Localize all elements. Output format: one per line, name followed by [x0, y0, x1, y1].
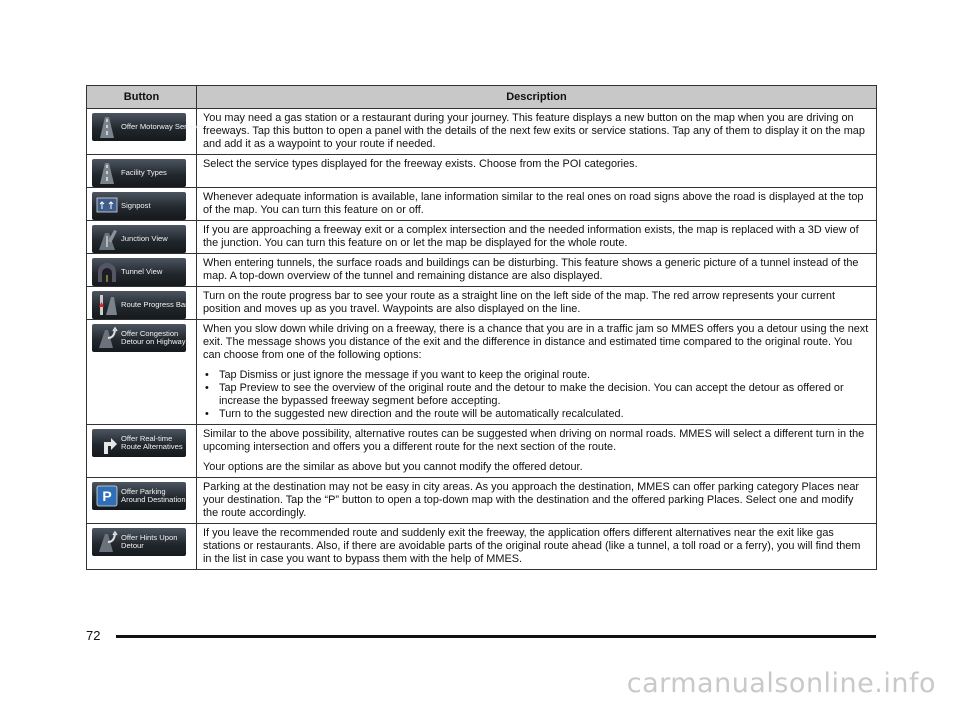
description-text: When you slow down while driving on a freeway, there is a chance that you are in a traffic jam so MMES offers you a detour using the next exit. The message shows you distance of the exit and the difference in distance and estimated time compared to the original route. You can choose from one of the following options:: [203, 323, 869, 361]
description-text: Your options are the similar as above but you cannot modify the offered detour.: [203, 461, 583, 473]
button-image: [92, 429, 186, 457]
table-row: [87, 188, 877, 221]
page-number: 72: [86, 628, 101, 643]
list-item: • Tap Preview to see the overview of the original route and the detour to make the decision. You can accept the detour as offered or increase the bypassed freeway segment before accepting.: [203, 382, 870, 408]
signpost-icon: [96, 194, 118, 218]
description-text: If you are approaching a freeway exit or a complex intersection and the needed information exists, the map is replaced with a 3D view of the junction. You can turn this feature on or let the map be displayed for the whole route.: [203, 224, 859, 249]
button-cell: [87, 254, 197, 287]
button-cell: [87, 425, 197, 478]
watermark: carmanualsonline.info: [626, 668, 936, 699]
button-image: [92, 482, 186, 510]
button-image: [92, 528, 186, 556]
button-cell: [87, 109, 204, 155]
description-cell: [197, 425, 877, 478]
button-image: [92, 192, 186, 220]
button-cell: [87, 287, 197, 320]
button-image: [92, 159, 186, 187]
button-image: [92, 225, 186, 253]
button-label: Offer Motorway Services: [121, 121, 204, 131]
button-cell: [87, 524, 197, 570]
button-label: Facility Types: [121, 167, 167, 177]
table-row: [87, 425, 877, 478]
footer-rule: [116, 635, 876, 638]
header-button: Button: [87, 86, 197, 109]
table-row: [87, 320, 877, 425]
road-icon: [96, 161, 118, 185]
table-body: [87, 109, 877, 570]
button-cell: [87, 221, 197, 254]
table-header-row: [87, 86, 877, 109]
description-cell: [197, 221, 877, 254]
description-text: If you leave the recommended route and suddenly exit the freeway, the application offers different alternatives near the exit like gas stations or restaurants. Also, if there are avoidable parts of the original route ahead (like a tunnel, a toll road or a ferry), you will find them in the list in case you want to bypass them with the help of MMES.: [203, 527, 861, 565]
progress-bar-icon: [96, 293, 118, 317]
table-row: [87, 221, 877, 254]
table-row: [87, 254, 877, 287]
list-item: • Turn to the suggested new direction and the route will be automatically recalculated.: [203, 408, 870, 421]
button-image: [92, 291, 186, 319]
description-text: Select the service types displayed for the freeway exists. Choose from the POI categories.: [203, 158, 638, 170]
detour-icon: [96, 530, 118, 554]
button-label: Tunnel View: [121, 266, 163, 276]
description-cell: [197, 109, 877, 155]
header-description: Description: [197, 86, 877, 109]
button-cell: [87, 188, 197, 221]
table-row: [87, 109, 877, 155]
svg-text:P: P: [102, 488, 112, 504]
button-cell: [87, 320, 197, 425]
description-text: When entering tunnels, the surface roads and buildings can be disturbing. This feature shows a generic picture of a tunnel instead of the map. A top-down overview of the tunnel and remaining distance are also displayed.: [203, 257, 859, 282]
road-icon: [96, 115, 118, 139]
button-image: [92, 324, 190, 352]
table-row: [87, 478, 877, 524]
button-label: Route Progress Bar: [121, 299, 188, 309]
button-label: Offer Parking Around Destination: [121, 486, 186, 504]
description-text: Whenever adequate information is available, lane information similar to the real ones on road signs above the road is displayed at the top of the map. You can turn this feature on or off.: [203, 191, 864, 216]
button-image: [92, 113, 204, 141]
table-row: [87, 155, 877, 188]
button-cell: [87, 478, 197, 524]
description-cell: [197, 287, 877, 320]
detour-icon: [96, 326, 118, 350]
description-cell: [197, 188, 877, 221]
settings-table: [86, 85, 877, 570]
description-text: Parking at the destination may not be easy in city areas. As you approach the destination, MMES can offer parking category Places near your destination. Tap the “P” button to open a top-down map with the destination and the offered parking Places. Select one and modify the route accordingly.: [203, 481, 860, 519]
button-image: [92, 258, 186, 286]
description-cell: [197, 320, 877, 425]
button-label: Offer Hints Upon Detour: [121, 532, 178, 550]
tunnel-icon: [96, 260, 118, 284]
description-cell: [197, 254, 877, 287]
description-text: Similar to the above possibility, alternative routes can be suggested when driving on normal roads. MMES will select a different turn in the upcoming intersection and offers you a different route for the next section of the route.: [203, 428, 865, 453]
table-row: [87, 524, 877, 570]
description-cell: [197, 478, 877, 524]
button-label: Junction View: [121, 233, 168, 243]
button-label: Signpost: [121, 200, 151, 210]
junction-icon: [96, 227, 118, 251]
button-label: Offer Congestion Detour on Highways: [121, 328, 190, 346]
description-cell: [197, 155, 877, 188]
button-label: Offer Real-time Route Alternatives: [121, 433, 183, 451]
description-cell: [197, 524, 877, 570]
option-list: [203, 369, 870, 421]
list-item: • Tap Dismiss or just ignore the message if you want to keep the original route.: [203, 369, 870, 382]
description-text: You may need a gas station or a restaurant during your journey. This feature displays a new button on the map when you are driving on freeways. Tap this button to open a panel with the details of the next few exits or service stations. Tap any of them to display it on the map and add it as a waypoint to your route if needed.: [203, 112, 865, 150]
turn-arrow-icon: [96, 431, 118, 455]
table-row: [87, 287, 877, 320]
button-cell: [87, 155, 197, 188]
description-text: Turn on the route progress bar to see your route as a straight line on the left side of the map. The red arrow represents your current position and moves up as you travel. Waypoints are also displayed on the line.: [203, 290, 835, 315]
parking-icon: [96, 484, 118, 508]
